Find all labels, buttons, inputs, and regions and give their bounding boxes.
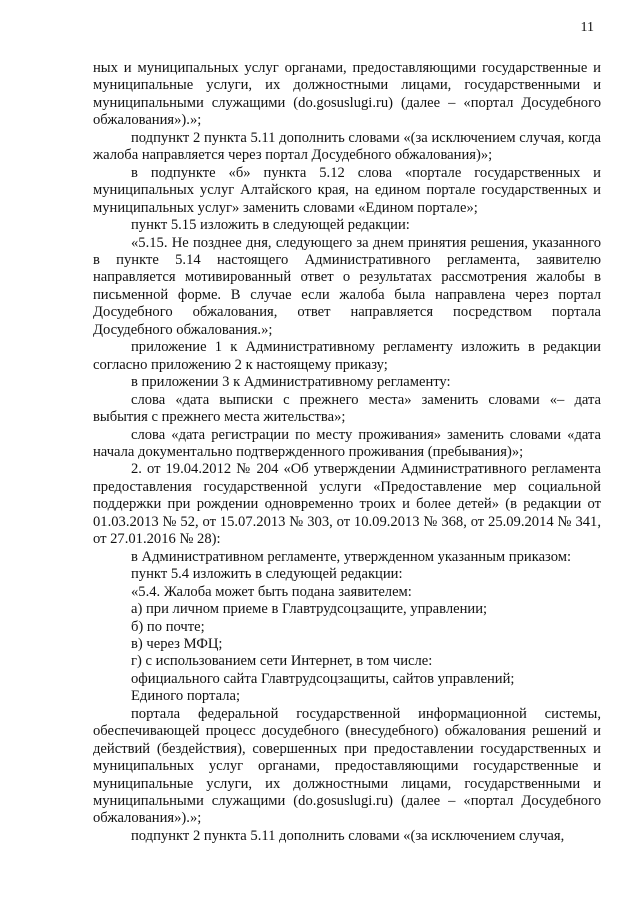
paragraph: «5.4. Жалоба может быть подана заявителем: [131,583,412,600]
list-item: а) при личном приеме в Главтрудсоцзащите, управлении; [131,601,488,618]
list-item: г) с использованием сети Интернет, в том числе: [131,653,433,670]
list-item: в) через МФЦ; [131,635,223,652]
paragraph: слова «дата выписки с прежнего места» заменить словами «– дата выбытия с прежнего места жительства»; [93,391,601,426]
paragraph: подпункт 2 пункта 5.11 дополнить словами «(за исключением случая, когда жалоба направляется через портал Досудебного обжалования)»; [93,129,601,164]
paragraph: слова «дата регистрации по месту проживания» заменить словами «дата начала документально подтвержденного проживания (пребывания)»; [93,426,601,460]
paragraph: пункт 5.4 изложить в следующей редакции: [131,566,403,583]
paragraph: подпункт 2 пункта 5.11 дополнить словами «(за исключением случая, [131,827,565,844]
paragraph: Единого портала; [131,688,241,705]
paragraph: в подпункте «б» пункта 5.12 слова «портале государственных и муниципальных услуг Алтайского края, на едином портале государственных и муниципальных услуг» заменить словами «Едином портале»; [93,164,601,216]
paragraph: портала федеральной государственной информационной системы, обеспечивающей процесс досудебного (внесудебного) обжалования решений и действий (бездействия), совершенных при предоставлении государственных и муниципальных услуг органами, предоставляющими государственные и муниципальные услуги, их должностными лицами, государственными и муниципальными служащими (do.gosuslugi.ru) (далее – «портал Досудебного обжалования»).»; [93,705,601,827]
page-number: 11 [580,20,594,35]
list-item: б) по почте; [131,618,205,635]
paragraph: 2. от 19.04.2012 № 204 «Об утверждении Административного регламента предоставления государственной услуги «Предоставление мер социальной поддержки при рождении одновременно троих и более детей» (в редакции от 01.03.2013 № 52, от 15.07.2013 № 303, от 10.09.2013 № 368, от 25.09.2014 № 341, от 27.01.2016 № 28): [93,461,601,548]
paragraph: в Административном регламенте, утвержденном указанным приказом: [131,548,572,565]
paragraph: официального сайта Главтрудсоцзащиты, сайтов управлений; [131,670,515,687]
paragraph: пункт 5.15 изложить в следующей редакции: [131,217,410,234]
document-body [93,60,601,845]
paragraph-continuation: ных и муниципальных услуг органами, предоставляющими государственные и муниципальные услуги, их должностными лицами, государственными и муниципальными служащими (do.gosuslugi.ru) (далее – «портал Досудебного обжалования»).»; [93,60,601,129]
paragraph: приложение 1 к Административному регламенту изложить в редакции согласно приложению 2 к настоящему приказу; [93,339,601,373]
paragraph: в приложении 3 к Административному регламенту: [131,374,451,391]
paragraph: «5.15. Не позднее дня, следующего за днем принятия решения, указанного в пункте 5.14 настоящего Административного регламента, заявителю направляется мотивированный ответ о результатах рассмотрения жалобы в письменной форме. В случае если жалоба была направлена через портал Досудебного обжалования, ответ направляется посредством портала Досудебного обжалования.»; [93,234,601,338]
